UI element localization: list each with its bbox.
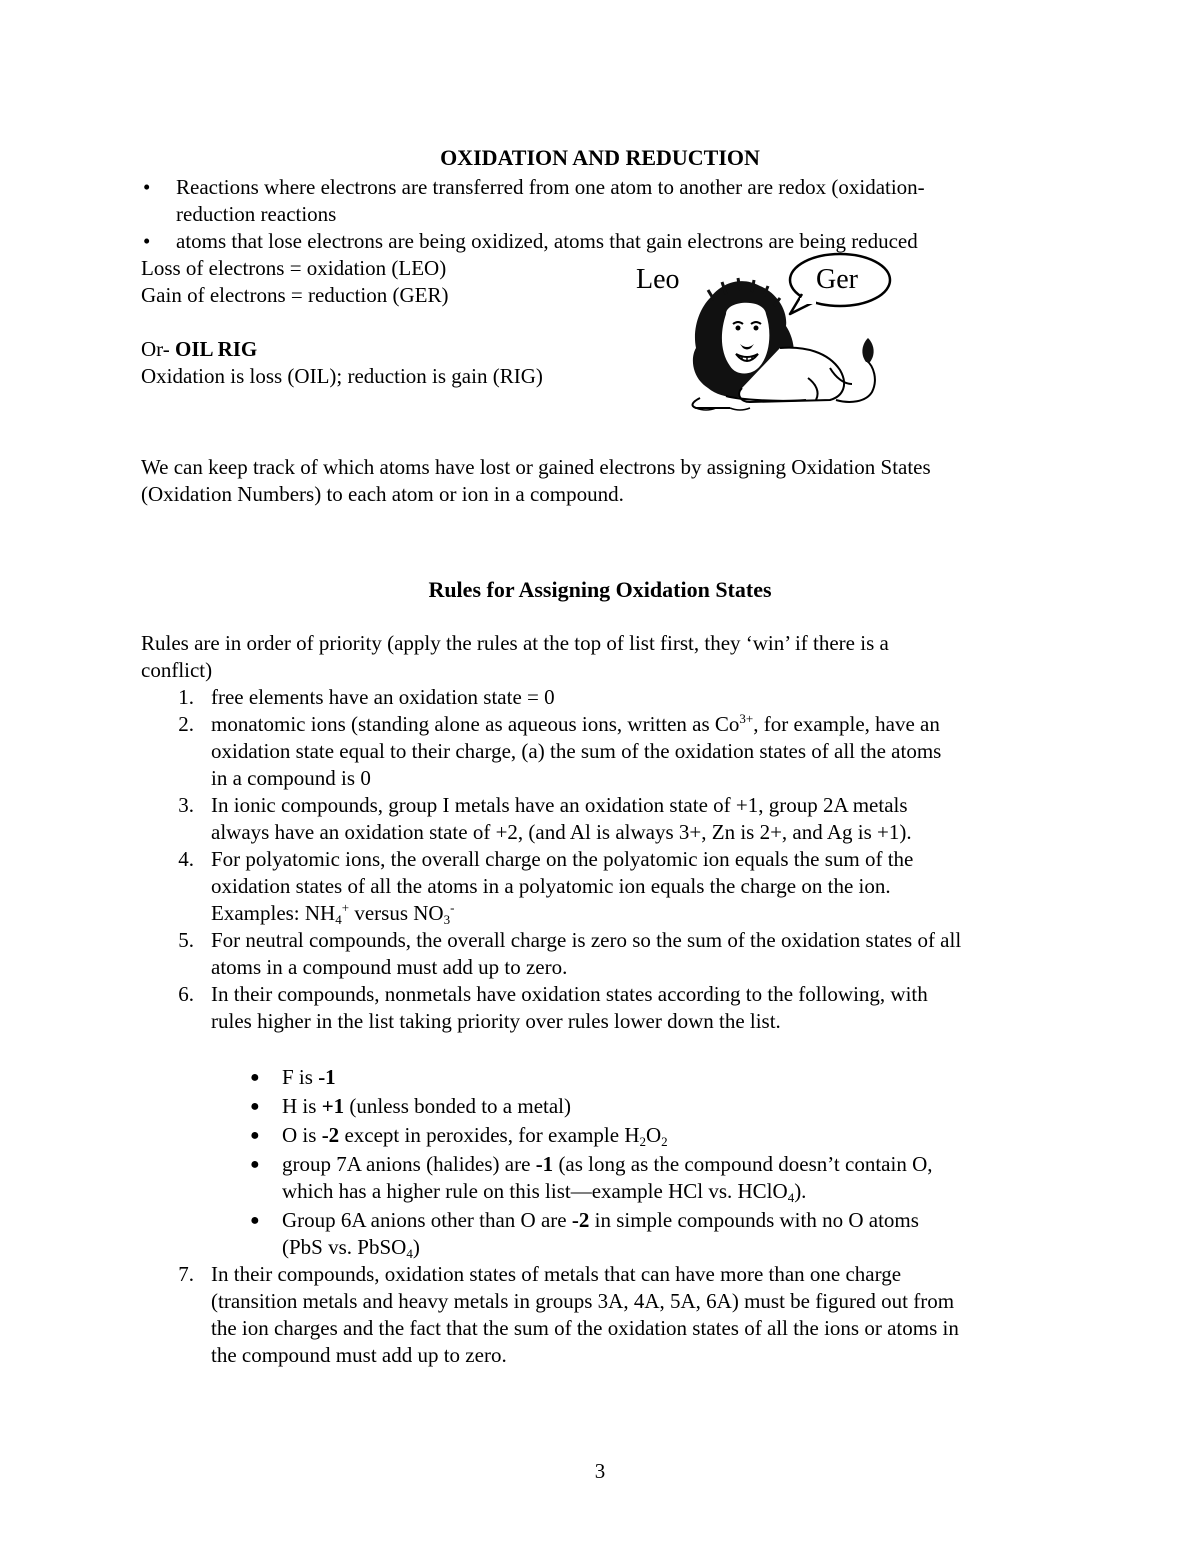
rule-2-line-1: [211, 711, 1061, 738]
rule-text: except in peroxides, for example H: [339, 1123, 640, 1147]
rule-1-text: free elements have an oxidation state = 0: [211, 685, 555, 709]
rule-text: F is: [282, 1065, 319, 1089]
rule-value: -1: [318, 1065, 336, 1089]
rules-intro-line-2: conflict): [141, 658, 213, 682]
rule-2-line-3: in a compound is 0: [211, 766, 371, 790]
example-text: Examples: NH: [211, 901, 336, 925]
bullet-dot: ●: [250, 1069, 260, 1086]
oil-rig-label: OIL RIG: [174, 337, 258, 361]
rule-text: in simple compounds with no O atoms: [589, 1208, 919, 1232]
rule-number: 5.: [178, 928, 194, 952]
example-text: versus NO: [349, 901, 444, 925]
rules-intro-line-1: Rules are in order of priority (apply the rules at the top of list first, they ‘win’ if there is a: [141, 631, 889, 655]
rule-2-text-a: monatomic ions (standing alone as aqueous ions, written as Co: [211, 712, 740, 736]
rule-7-line-1: In their compounds, oxidation states of metals that can have more than one charge: [211, 1262, 902, 1286]
rule-number: 6.: [178, 982, 194, 1006]
subscript: 2: [639, 1134, 646, 1149]
rule-text: which has a higher rule on this list—example HCl vs. HClO: [282, 1179, 788, 1203]
rule-3-line-2: always have an oxidation state of +2, (and Al is always 3+, Zn is 2+, and Ag is +1).: [211, 820, 912, 844]
rule-text: ).: [794, 1179, 807, 1203]
superscript: -: [450, 900, 455, 915]
halide-rule-line-1: [282, 1151, 1052, 1178]
tracking-line-1: We can keep track of which atoms have lost or gained electrons by assigning Oxidation States: [141, 455, 931, 479]
subscript: 4: [406, 1246, 413, 1261]
rule-text: (as long as the compound doesn’t contain O,: [553, 1152, 933, 1176]
rule-text: (PbS vs. PbSO: [282, 1235, 407, 1259]
rule-2-text-b: , for example, have an: [753, 712, 940, 736]
fluorine-rule: [282, 1064, 1052, 1091]
rule-2-line-2: oxidation state equal to their charge, (a) the sum of the oxidation states of all the atoms: [211, 739, 942, 763]
group-6a-rule-line-1: [282, 1207, 1052, 1234]
rule-7-line-2: (transition metals and heavy metals in groups 3A, 4A, 5A, 6A) must be figured out from: [211, 1289, 955, 1313]
bullet-dot: ●: [250, 1127, 260, 1144]
rule-7-line-4: the compound must add up to zero.: [211, 1343, 507, 1367]
subscript: 2: [661, 1134, 668, 1149]
rule-text: O is: [282, 1123, 322, 1147]
rule-number: 4.: [178, 847, 194, 871]
lion-icon: [630, 248, 900, 418]
rule-text: O: [646, 1123, 662, 1147]
rule-4-examples: [211, 900, 1061, 927]
halide-rule-line-2: [282, 1178, 1052, 1205]
oxygen-rule: [282, 1122, 1052, 1149]
rule-number: 1.: [178, 685, 194, 709]
rule-value: -1: [535, 1152, 554, 1176]
rule-value: -2: [571, 1208, 590, 1232]
rule-6-line-2: rules higher in the list taking priority over rules lower down the list.: [211, 1009, 781, 1033]
hydrogen-rule: [282, 1093, 1052, 1120]
charge-superscript: 3+: [739, 711, 754, 726]
rule-6-line-1: In their compounds, nonmetals have oxidation states according to the following, with: [211, 982, 928, 1006]
rule-text: (unless bonded to a metal): [344, 1094, 572, 1118]
bullet-marker: •: [143, 175, 151, 199]
intro-bullet-1-line-1: Reactions where electrons are transferred from one atom to another are redox (oxidation-: [176, 175, 925, 199]
rule-5-line-2: atoms in a compound must add up to zero.: [211, 955, 568, 979]
bullet-marker: •: [143, 229, 151, 253]
oil-rig-explanation: Oxidation is loss (OIL); reduction is gain (RIG): [141, 364, 543, 388]
bullet-dot: ●: [250, 1212, 260, 1229]
rules-heading: Rules for Assigning Oxidation States: [428, 577, 772, 602]
page-number: 3: [594, 1459, 606, 1483]
rule-text: H is: [282, 1094, 322, 1118]
rule-value: -2: [321, 1123, 340, 1147]
bullet-dot: ●: [250, 1156, 260, 1173]
rule-number: 2.: [178, 712, 194, 736]
rule-text: group 7A anions (halides) are: [282, 1152, 536, 1176]
ger-label: Ger: [816, 264, 858, 295]
rule-value: +1: [321, 1094, 345, 1118]
oil-rig-heading: [141, 336, 257, 363]
subscript: 3: [443, 912, 451, 927]
tracking-line-2: (Oxidation Numbers) to each atom or ion in a compound.: [141, 482, 624, 506]
leo-definition: Loss of electrons = oxidation (LEO): [141, 256, 447, 280]
rule-number: 3.: [178, 793, 194, 817]
rule-4-line-2: oxidation states of all the atoms in a polyatomic ion equals the charge on the ion.: [211, 874, 891, 898]
rule-5-line-1: For neutral compounds, the overall charge is zero so the sum of the oxidation states of all: [211, 928, 962, 952]
group-6a-rule-line-2: [282, 1234, 1052, 1261]
leo-lion-cartoon: [630, 248, 900, 418]
rule-3-line-1: In ionic compounds, group I metals have an oxidation state of +1, group 2A metals: [211, 793, 908, 817]
subscript: 4: [335, 912, 342, 927]
rule-text: ): [412, 1235, 420, 1259]
subscript: 4: [787, 1190, 795, 1205]
rule-7-line-3: the ion charges and the fact that the sum of the oxidation states of all the ions or atoms in: [211, 1316, 959, 1340]
page-title: OXIDATION AND REDUCTION: [440, 145, 760, 170]
intro-bullet-1-line-2: reduction reactions: [176, 202, 337, 226]
bullet-dot: ●: [250, 1098, 260, 1115]
oil-rig-prefix: Or-: [141, 337, 175, 361]
intro-bullet-2: atoms that lose electrons are being oxidized, atoms that gain electrons are being reduced: [176, 229, 918, 253]
superscript: +: [341, 900, 350, 915]
rule-4-line-1: For polyatomic ions, the overall charge on the polyatomic ion equals the sum of the: [211, 847, 914, 871]
rule-text: Group 6A anions other than O are: [282, 1208, 572, 1232]
rule-number: 7.: [178, 1262, 194, 1286]
ger-definition: Gain of electrons = reduction (GER): [141, 283, 449, 307]
leo-label: Leo: [636, 264, 680, 295]
